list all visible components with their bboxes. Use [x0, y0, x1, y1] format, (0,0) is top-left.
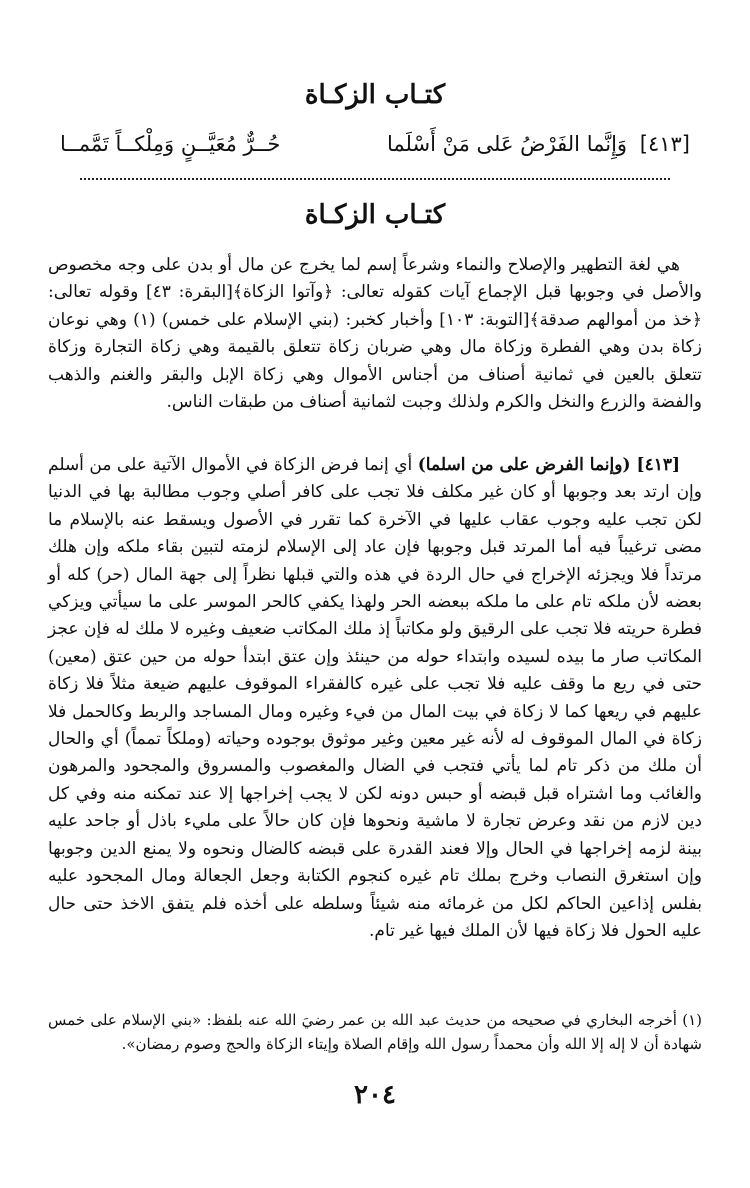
verse-first-hemistich-container — [387, 132, 690, 156]
page-number: ٢٠٤ — [354, 1080, 396, 1110]
book-title: كتـاب الزكـاة — [304, 80, 446, 110]
commentary-text: أي إنما فرض الزكاة في الأموال الآتية على من أسلم وإن ارتد بعد وجوبها أو كان غير مكلف فلا تجب على كافر أصلي وجوب مطالبة بها في الدنيا لكن تجب عليه وجوب عقاب عليها في الآخرة كما تقرر في الأصول ويسقط عنه بالإسلام ما مضى ترغيباً فيه أما المرتد قبل وجوبها فإن عاد إلى الإسلام لزمته لتبين بقاء ملكه وإن هلك مرتداً فلا ويجزئه الإخراج في حال الردة في هذه والتي قبلها نظراً إلى جهة المال (حر) كله أو بعضه لأن ملكه تام على ما ملكه ببعضه الحر ولهذا يكفي كالحر الموسر على ما سيأتي ويزكي فطرة حريته فلا تجب على الرقيق ولو مكاتباً إذ ملك المكاتب ضعيف وغيره لا ملك له فإن عجز المكاتب صار ما بيده لسيده وابتداء حوله من حينئذ وإن عتق ابتدأ حوله من حين عتق (معين) حتى في ريع ما وقف عليه فلا تجب على غيره كالفقراء الموقوف عليهم ضيعة مثلاً فلا زكاة عليهم في ريعها كما لا زكاة في بيت المال من فيء وغيره ومال المساجد والربط وكالحمل فلا زكاة في المال الموقوف له لأنه غير معين وغير موثوق بوجوده وحياته (وملكاً تمماً) أي والحال أن ملك من ذكر تام لما يأتي فتجب في الضال والمغصوب والمسروق والمجحود والمرهون والغائب وما اشتراه قبل قبضه أو حبس دونه لكن لا يجب إخراجها إلا عند تمكنه منه وفي كل دين لازم من نقد وعرض تجارة لا ماشية ونحوها فإن كان حالاً على مليء باذل أو جاحد عليه بينة لزمه إخراجها في الحال وإلا فعند القدرة على قبضه كالضال ونحوه ولا يمنع الدين وجوبها وإن استغرق النصاب وخرج بملك تام غيره كنجوم الكتابة وجعل الجعالة ومال المجحود عليه بفلس إذاعين الحاكم لكل من غرمائه منه شيئاً وسلطه على أخذه فلم يتفق الاخذ حتى حال عليه الحول فلا زكاة فيها لأن الملك فيها غير تام. — [48, 455, 702, 941]
verse-second-hemistich: حُــرٌّ مُعَيَّــنٍ وَمِلْكــاً تَمَّمــا — [60, 132, 281, 156]
section-title: كتـاب الزكـاة — [304, 200, 446, 230]
verse-number: [٤١٣] — [639, 132, 690, 156]
verse-first-hemistich: وَإِنَّما الفَرْضُ عَلى مَنْ أَسْلَما — [387, 132, 628, 156]
commentary-lead: [٤١٣] (وإنما الفرض على من اسلما) — [417, 455, 681, 475]
commentary-paragraph — [48, 452, 702, 945]
verse-line — [60, 132, 690, 168]
dotted-separator — [80, 178, 670, 180]
intro-paragraph: هي لغة التطهير والإصلاح والنماء وشرعاً إسم لما يخرج عن مال أو بدن على وجه مخصوص والأصل في وجوبها قبل الإجماع آيات كقوله تعالى: ﴿وآتوا الزكاة﴾[البقرة: ٤٣] وقوله تعالى: ﴿خذ من أموالهم صدقة﴾[التوبة: ١٠٣] وأخبار كخبر: (بني الإسلام على خمس) (١) وهي نوعان زكاة بدن وهي الفطرة وزكاة مال وهي ضربان زكاة تتعلق بالقيمة وهي زكاة التجارة وزكاة تتعلق بالعين في ثمانية أصناف من أجناس الأموال وهي زكاة الإبل والبقر والغنم والذهب والفضة والزرع والنخل والكرم ولذلك وجبت لثمانية أصناف من طبقات الناس. — [48, 255, 702, 413]
footnote: (١) أخرجه البخاري في صحيحه من حديث عبد الله بن عمر رضيَ الله عنه بلفظ: «بني الإسلام على خمس شهادة أن لا إله إلا الله وأن محمداً رسول الله وإقام الصلاة وإيتاء الزكاة والحج وصوم رمضان». — [48, 1011, 702, 1053]
